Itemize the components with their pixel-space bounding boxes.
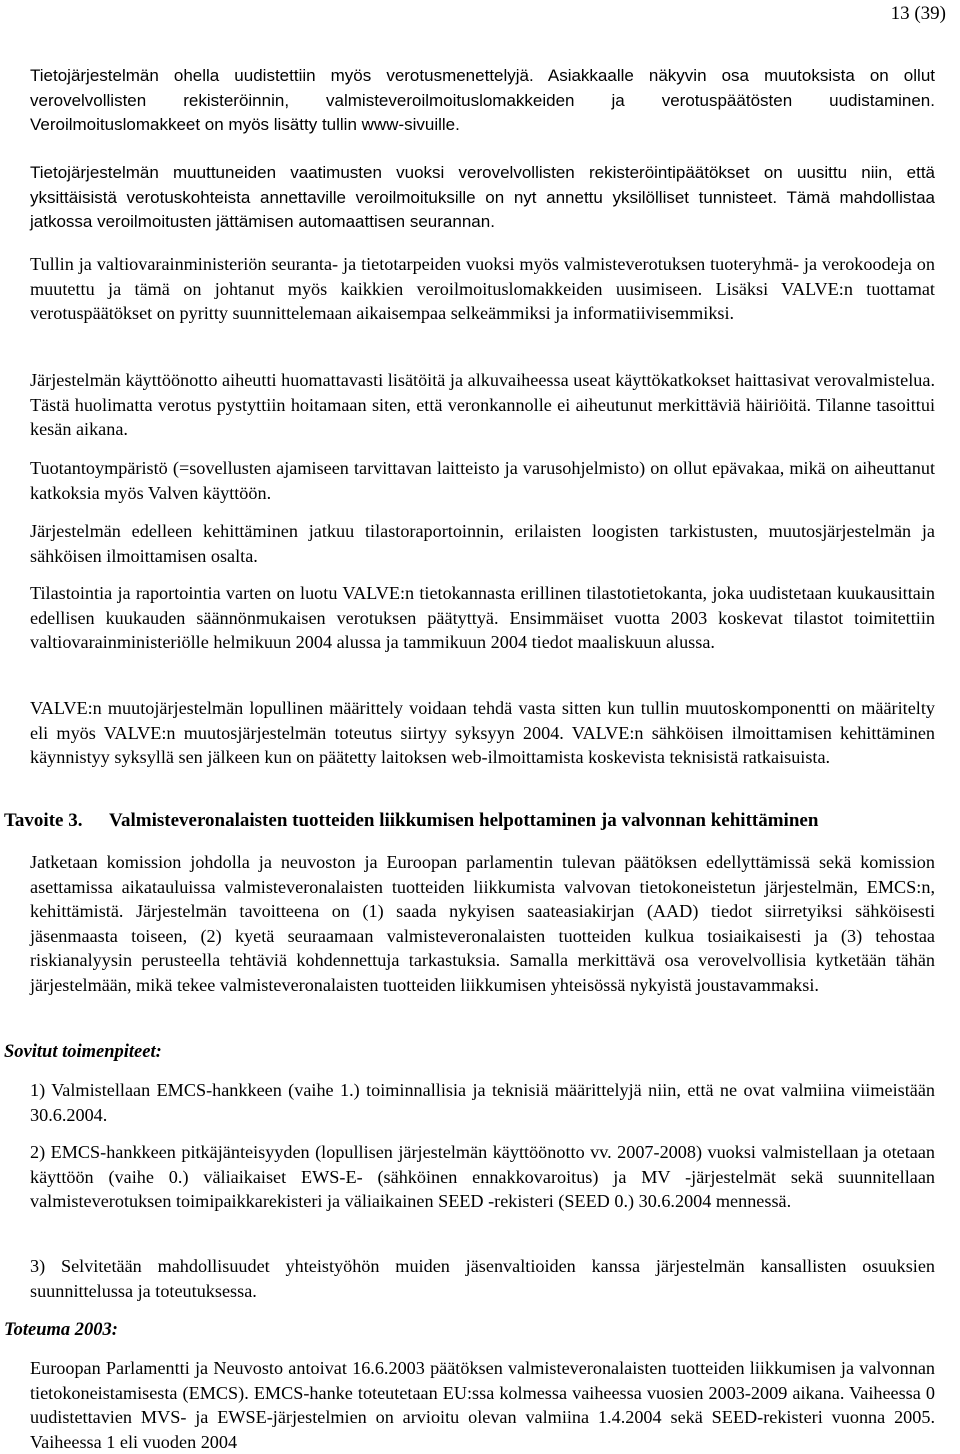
outcome-heading: Toteuma 2003: — [4, 1320, 118, 1340]
body-paragraph-3: Tuotantoympäristö (=sovellusten ajamiseen tarvittavan laitteisto ja varusohjelmisto) on ollut epävakaa, mikä on aiheuttanut katkoksia myös Valven käyttöön. — [30, 458, 935, 503]
intro-paragraph-2: Tietojärjestelmän muuttuneiden vaatimusten vuoksi verovelvollisten rekisteröintipäätökset on uusittu niin, että yksittäisistä verotuskohteista annettaville veroilmoituksille on nyt annettu yksilölliset tunnisteet. Tämä mahdollistaa jatkossa veroilmoitusten jättämisen automaattisen seurannan. — [30, 163, 935, 231]
body-paragraph-1: Tullin ja valtiovarainministeriön seuranta- ja tietotarpeiden vuoksi myös valmisteverotuksen tuoteryhmä- ja verokoodeja on muutettu ja tämä on johtanut myös kaikkien veroilmoituslomakkeiden uusimiseen. Lisäksi VALVE:n tuottamat verotuspäätökset on pyritty suunnittelemaan aikaisempaa selkeämmiksi ja informatiivisemmiksi. — [30, 254, 935, 323]
body-paragraph-2: Järjestelmän käyttöönotto aiheutti huomattavasti lisätöitä ja alkuvaiheessa useat käyttökatkokset haittasivat verovalmistelua. Tästä huolimatta verotus pystyttiin hoitamaan siten, että veronkannolle ei aiheutunut merkittäviä häiriöitä. Tilanne tasoittui kesän aikana. — [30, 370, 935, 439]
goal-heading-title: Valmisteveronalaisten tuotteiden liikkumisen helpottaminen ja valvonnan kehittäminen — [109, 810, 819, 831]
measure-item-2: 2) EMCS-hankkeen pitkäjänteisyyden (lopullisen järjestelmän käyttöönotto vv. 2007-2008) vuoksi valmistellaan ja otetaan käyttöön (vaihe 0.) väliaikaiset EWS-E- (sähköinen ennakkovaroitus) ja MV -järjestelmät sekä suunnitellaan valmisteverotuksen toimipaikkarekisteri ja väliaikainen SEED -rekisteri (SEED 0.) 30.6.2004 mennessä. — [30, 1142, 935, 1211]
body-paragraph-4: Järjestelmän edelleen kehittäminen jatkuu tilastoraportoinnin, erilaisten loogisten tarkistusten, muutosjärjestelmän ja sähköisen ilmoittamisen osalta. — [30, 521, 935, 566]
measure-item-1: 1) Valmistellaan EMCS-hankkeen (vaihe 1.) toiminnallisia ja teknisiä määrittelyjä niin, että ne ovat valmiina viimeistään 30.6.2004. — [30, 1080, 935, 1125]
body-paragraph-5: Tilastointia ja raportointia varten on luotu VALVE:n tietokannasta erillinen tilastotietokanta, joka uudistetaan kuukausittain edellisen kuukauden säännönmukaisen verotuksen päätyttyä. Ensimmäiset vuotta 2003 koskevat tilastot toimitettiin valtiovarainministeriölle helmikuun 2004 alussa ja tammikuun 2004 tiedot maaliskuun alussa. — [30, 583, 935, 652]
measures-heading: Sovitut toimenpiteet: — [4, 1042, 162, 1062]
goal-heading — [4, 810, 818, 832]
goal-paragraph: Jatketaan komission johdolla ja neuvoston ja Euroopan parlamentin tulevan päätöksen edellyttämissä sekä komission asettamissa aikatauluissa valmisteveronalaisten tuotteiden liikkumista valvovan tietokoneistetun järjestelmän, EMCS:n, kehittämistä. Järjestelmän tavoitteena on (1) saada nykyisen saateasiakirjan (AAD) tiedot siirretyiksi sähköisesti jäsenmaasta toiseen, (2) kyetä seuraamaan valmisteveronalaisten tuotteiden kulkua tosiaikaisesti ja (3) tehostaa riskianalyysin perusteella tehtäviä kohdennettuja tarkastuksia. Samalla merkittävä osa verovelvollisia kytketään tähän järjestelmään, mikä tekee valmisteveronalaisten tuotteiden liikkumisen yhteisössä nykyistä joustavammaksi. — [30, 852, 935, 995]
page-number: 13 (39) — [890, 3, 946, 24]
measure-item-3: 3) Selvitetään mahdollisuudet yhteistyöhön muiden jäsenvaltioiden kanssa järjestelmän kansallisten osuuksien suunnittelussa ja toteutuksessa. — [30, 1256, 935, 1301]
intro-paragraph-1: Tietojärjestelmän ohella uudistettiin myös verotusmenettelyjä. Asiakkaalle näkyvin osa muutoksista on ollut verovelvollisten rekisteröinnin, valmisteveroilmoituslomakkeiden ja verotuspäätösten uudistaminen. Veroilmoituslomakkeet on myös lisätty tullin www-sivuille. — [30, 66, 935, 134]
body-paragraph-6: VALVE:n muutojärjestelmän lopullinen määrittely voidaan tehdä vasta sitten kun tullin muutoskomponentti on määritelty eli myös VALVE:n muutosjärjestelmän toteutus siirtyy syksyyn 2004. VALVE:n sähköisen ilmoittamisen kehittäminen käynnistyy syksyllä sen jälkeen kun on päätetty laitoksen web-ilmoittamista koskevista teknisistä ratkaisuista. — [30, 698, 935, 767]
outcome-paragraph: Euroopan Parlamentti ja Neuvosto antoivat 16.6.2003 päätöksen valmisteveronalaisten tuotteiden liikkumisen ja valvonnan tietokoneistamisesta (EMCS). EMCS-hanke toteutetaan EU:ssa kolmessa vaiheessa vuosien 2003-2009 aikana. Vaiheessa 0 uudistettavien MVS- ja EWSE-järjestelmien on arvioitu olevan valmiina 1.4.2004 sekä SEED-rekisteri vuonna 2005. Vaiheessa 1 eli vuoden 2004 — [30, 1358, 935, 1452]
goal-heading-label: Tavoite 3. — [4, 810, 83, 831]
